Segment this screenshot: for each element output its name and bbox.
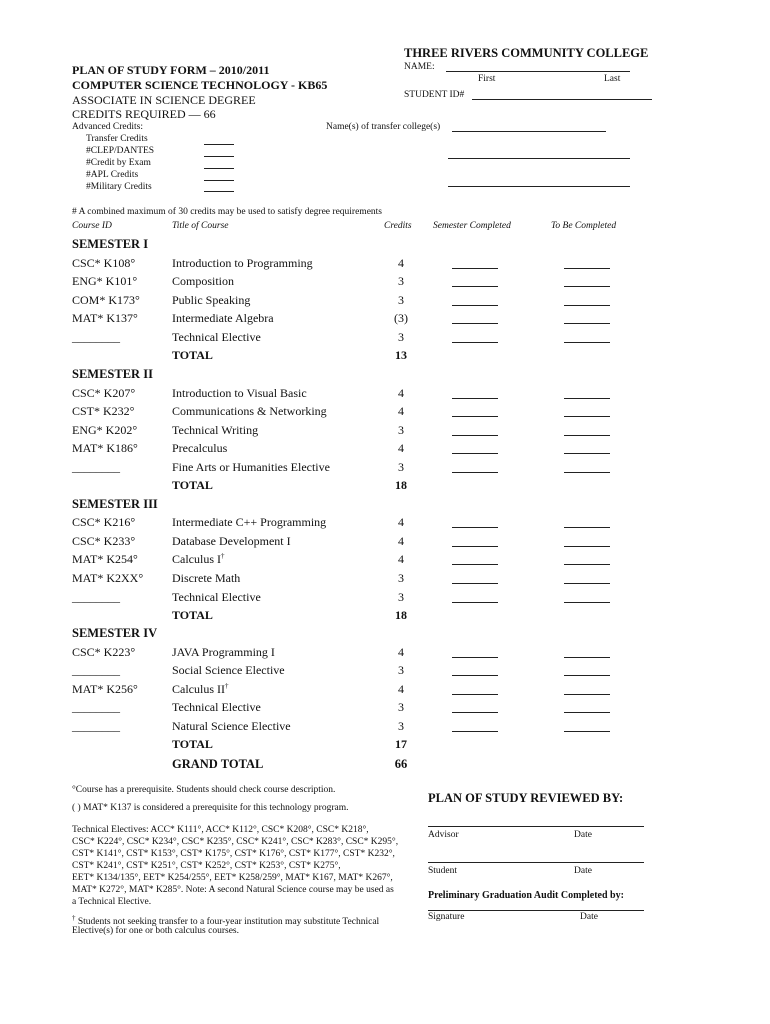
transfer-college-label: Name(s) of transfer college(s)	[326, 122, 441, 132]
course-title: Discrete Math	[172, 571, 241, 585]
technical-electives-line: MAT* K272°, MAT* K285°. Note: A second Natural Science course may be used as	[72, 885, 394, 895]
course-id: COM* K173°	[72, 293, 140, 307]
to-be-completed-field[interactable]	[564, 731, 610, 732]
to-be-completed-field[interactable]	[564, 398, 610, 399]
to-be-completed-field[interactable]	[564, 435, 610, 436]
course-id: MAT* K256°	[72, 682, 138, 696]
semester-completed-field[interactable]	[452, 694, 498, 695]
column-header-semester-completed: Semester Completed	[433, 221, 511, 231]
student-label: Student	[428, 866, 458, 876]
semester-heading: SEMESTER I	[72, 237, 149, 251]
semester-heading: SEMESTER II	[72, 367, 153, 381]
graduation-audit-title: Preliminary Graduation Audit Completed by:	[428, 890, 624, 901]
to-be-completed-field[interactable]	[564, 564, 610, 565]
student-signature-field[interactable]	[428, 862, 644, 863]
technical-electives-line: a Technical Elective.	[72, 897, 152, 907]
to-be-completed-field[interactable]	[564, 583, 610, 584]
calculus-note-line: Elective(s) for one or both calculus courses.	[72, 926, 239, 936]
prerequisite-note: °Course has a prerequisite. Students should check course description.	[72, 785, 336, 795]
advanced-credit-field[interactable]	[204, 191, 234, 192]
combined-credits-note: # A combined maximum of 30 credits may be used to satisfy degree requirements	[72, 207, 382, 217]
course-credits: 3	[398, 423, 404, 437]
course-credits: 3	[398, 590, 404, 604]
semester-completed-field[interactable]	[452, 323, 498, 324]
course-credits: 4	[398, 386, 404, 400]
semester-completed-field[interactable]	[452, 305, 498, 306]
semester-heading: SEMESTER III	[72, 497, 158, 511]
technical-electives-line: CST* K241°, CST* K251°, CST* K252°, CST* K253°, CST* K275°,	[72, 861, 341, 871]
semester-total: 13	[395, 348, 407, 362]
course-title: Database Development I	[172, 534, 291, 548]
column-header-course-id: Course ID	[72, 221, 112, 231]
semester-total-label: TOTAL	[172, 737, 213, 751]
semester-completed-field[interactable]	[452, 731, 498, 732]
column-header-title: Title of Course	[172, 221, 229, 231]
technical-electives-line: Technical Electives: ACC* K111°, ACC* K112°, CSC* K208°, CSC* K218°,	[72, 825, 369, 835]
semester-completed-field[interactable]	[452, 435, 498, 436]
technical-electives-line: CSC* K224°, CSC* K234°, CSC* K235°, CSC* K241°, CSC* K283°, CSC* K295°,	[72, 837, 399, 847]
course-title: Introduction to Programming	[172, 256, 313, 270]
course-title	[172, 682, 229, 697]
course-id: MAT* K254°	[72, 552, 138, 566]
course-credits: 3	[398, 719, 404, 733]
course-credits: (3)	[394, 311, 408, 325]
course-title: Composition	[172, 274, 235, 288]
course-id: CSC* K207°	[72, 386, 136, 400]
course-title-text: Calculus I	[172, 552, 221, 566]
name-field[interactable]	[446, 71, 630, 72]
to-be-completed-field[interactable]	[564, 602, 610, 603]
course-id: MAT* K186°	[72, 441, 138, 455]
to-be-completed-field[interactable]	[564, 286, 610, 287]
course-title: Technical Elective	[172, 700, 261, 714]
date-label: Date	[574, 866, 592, 876]
audit-signature-field[interactable]	[428, 910, 644, 911]
course-id: MAT* K2XX°	[72, 571, 144, 585]
semester-completed-field[interactable]	[452, 527, 498, 528]
semester-completed-field[interactable]	[452, 712, 498, 713]
course-id-blank[interactable]: ________	[72, 663, 120, 677]
to-be-completed-field[interactable]	[564, 323, 610, 324]
advanced-credits-title: Advanced Credits:	[72, 122, 143, 132]
course-credits: 4	[398, 534, 404, 548]
semester-total-label: TOTAL	[172, 348, 213, 362]
course-id: ENG* K101°	[72, 274, 138, 288]
semester-completed-field[interactable]	[452, 268, 498, 269]
course-credits: 4	[398, 552, 404, 566]
course-title: Communications & Networking	[172, 404, 327, 418]
semester-completed-field[interactable]	[452, 675, 498, 676]
to-be-completed-field[interactable]	[564, 657, 610, 658]
course-id-blank[interactable]: ________	[72, 719, 120, 733]
course-title: Intermediate Algebra	[172, 311, 274, 325]
date-label: Date	[574, 830, 592, 840]
course-id-blank[interactable]: ________	[72, 700, 120, 714]
advanced-credit-field[interactable]	[204, 180, 234, 181]
dagger-mark: †	[221, 552, 225, 560]
course-title: Technical Elective	[172, 590, 261, 604]
student-id-label: STUDENT ID#	[404, 90, 465, 100]
semester-total-label: TOTAL	[172, 478, 213, 492]
semester-completed-field[interactable]	[452, 546, 498, 547]
to-be-completed-field[interactable]	[564, 342, 610, 343]
first-label: First	[478, 74, 496, 84]
course-id: CSC* K216°	[72, 515, 136, 529]
course-title	[172, 552, 225, 567]
course-credits: 3	[398, 663, 404, 677]
course-credits: 3	[398, 700, 404, 714]
semester-completed-field[interactable]	[452, 583, 498, 584]
course-credits: 3	[398, 330, 404, 344]
advanced-item: #Military Credits	[86, 182, 152, 192]
course-credits: 4	[398, 515, 404, 529]
grand-total: 66	[394, 757, 408, 771]
form-title: PLAN OF STUDY FORM – 2010/2011	[72, 63, 270, 77]
column-header-credits: Credits	[384, 221, 412, 231]
to-be-completed-field[interactable]	[564, 712, 610, 713]
advanced-item: #Credit by Exam	[86, 158, 151, 168]
semester-total: 18	[395, 478, 407, 492]
to-be-completed-field[interactable]	[564, 453, 610, 454]
course-credits: 4	[398, 256, 404, 270]
signature-label: Signature	[428, 912, 465, 922]
to-be-completed-field[interactable]	[564, 546, 610, 547]
semester-completed-field[interactable]	[452, 602, 498, 603]
course-title: Introduction to Visual Basic	[172, 386, 307, 400]
course-title-text: Calculus II	[172, 682, 225, 696]
student-id-field[interactable]	[472, 99, 652, 100]
review-title: PLAN OF STUDY REVIEWED BY:	[428, 791, 624, 805]
semester-completed-field[interactable]	[452, 472, 498, 473]
semester-completed-field[interactable]	[452, 398, 498, 399]
advanced-credit-field[interactable]	[204, 156, 234, 157]
advisor-signature-field[interactable]	[428, 826, 644, 827]
course-credits: 4	[398, 404, 404, 418]
semester-completed-field[interactable]	[452, 657, 498, 658]
course-id: CSC* K108°	[72, 256, 136, 270]
advanced-item: #APL Credits	[86, 170, 139, 180]
semester-completed-field[interactable]	[452, 416, 498, 417]
course-title: Precalculus	[172, 441, 228, 455]
transfer-college-field[interactable]	[452, 131, 606, 132]
transfer-college-field[interactable]	[448, 186, 630, 187]
program-title: COMPUTER SCIENCE TECHNOLOGY - KB65	[72, 78, 328, 92]
course-id: CSC* K223°	[72, 645, 136, 659]
semester-completed-field[interactable]	[452, 453, 498, 454]
advisor-label: Advisor	[428, 830, 459, 840]
semester-completed-field[interactable]	[452, 342, 498, 343]
course-id: CST* K232°	[72, 404, 135, 418]
course-title: Fine Arts or Humanities Elective	[172, 460, 330, 474]
to-be-completed-field[interactable]	[564, 416, 610, 417]
course-id: ENG* K202°	[72, 423, 138, 437]
grand-total-label: GRAND TOTAL	[172, 757, 264, 771]
course-credits: 4	[398, 645, 404, 659]
to-be-completed-field[interactable]	[564, 472, 610, 473]
degree-title: ASSOCIATE IN SCIENCE DEGREE	[72, 93, 256, 107]
column-header-to-be-completed: To Be Completed	[551, 221, 617, 231]
name-label: NAME:	[404, 62, 435, 72]
course-title: Technical Elective	[172, 330, 261, 344]
semester-heading: SEMESTER IV	[72, 626, 158, 640]
course-credits: 4	[398, 441, 404, 455]
course-title: Intermediate C++ Programming	[172, 515, 327, 529]
course-credits: 3	[398, 460, 404, 474]
technical-electives-line: CST* K141°, CST* K153°, CST* K175°, CST* K176°, CST* K177°, CST* K232°,	[72, 849, 395, 859]
to-be-completed-field[interactable]	[564, 268, 610, 269]
to-be-completed-field[interactable]	[564, 305, 610, 306]
course-credits: 3	[398, 274, 404, 288]
course-title: Social Science Elective	[172, 663, 285, 677]
course-id-blank[interactable]: ________	[72, 590, 120, 604]
advanced-item: Transfer Credits	[86, 134, 148, 144]
to-be-completed-field[interactable]	[564, 527, 610, 528]
course-title: Technical Writing	[172, 423, 259, 437]
course-id-blank[interactable]: ________	[72, 330, 120, 344]
course-credits: 3	[398, 293, 404, 307]
course-id: MAT* K137°	[72, 311, 138, 325]
to-be-completed-field[interactable]	[564, 694, 610, 695]
calculus-note-text: Students not seeking transfer to a four-year institution may substitute Technical	[77, 917, 380, 928]
credits-required: CREDITS REQUIRED — 66	[72, 107, 216, 121]
dagger-mark: †	[225, 682, 229, 690]
semester-total-label: TOTAL	[172, 608, 213, 622]
date-label: Date	[580, 912, 598, 922]
advanced-credit-field[interactable]	[204, 144, 234, 145]
transfer-college-field[interactable]	[448, 158, 630, 159]
course-id: CSC* K233°	[72, 534, 136, 548]
course-credits: 3	[398, 571, 404, 585]
course-title: JAVA Programming I	[172, 645, 275, 659]
semester-total: 18	[395, 608, 407, 622]
advanced-credit-field[interactable]	[204, 168, 234, 169]
semester-completed-field[interactable]	[452, 564, 498, 565]
semester-total: 17	[395, 737, 407, 751]
semester-completed-field[interactable]	[452, 286, 498, 287]
mat137-note: ( ) MAT* K137 is considered a prerequisite for this technology program.	[72, 803, 349, 813]
to-be-completed-field[interactable]	[564, 675, 610, 676]
course-credits: 4	[398, 682, 404, 696]
last-label: Last	[604, 74, 621, 84]
course-title: Public Speaking	[172, 293, 251, 307]
technical-electives-line: EET* K134/135°, EET* K254/255°, EET* K258/259°, MAT* K167, MAT* K267°,	[72, 873, 393, 883]
course-title: Natural Science Elective	[172, 719, 291, 733]
dagger-mark: †	[72, 914, 76, 922]
college-name: THREE RIVERS COMMUNITY COLLEGE	[404, 46, 649, 60]
course-id-blank[interactable]: ________	[72, 460, 120, 474]
advanced-item: #CLEP/DANTES	[86, 146, 155, 156]
